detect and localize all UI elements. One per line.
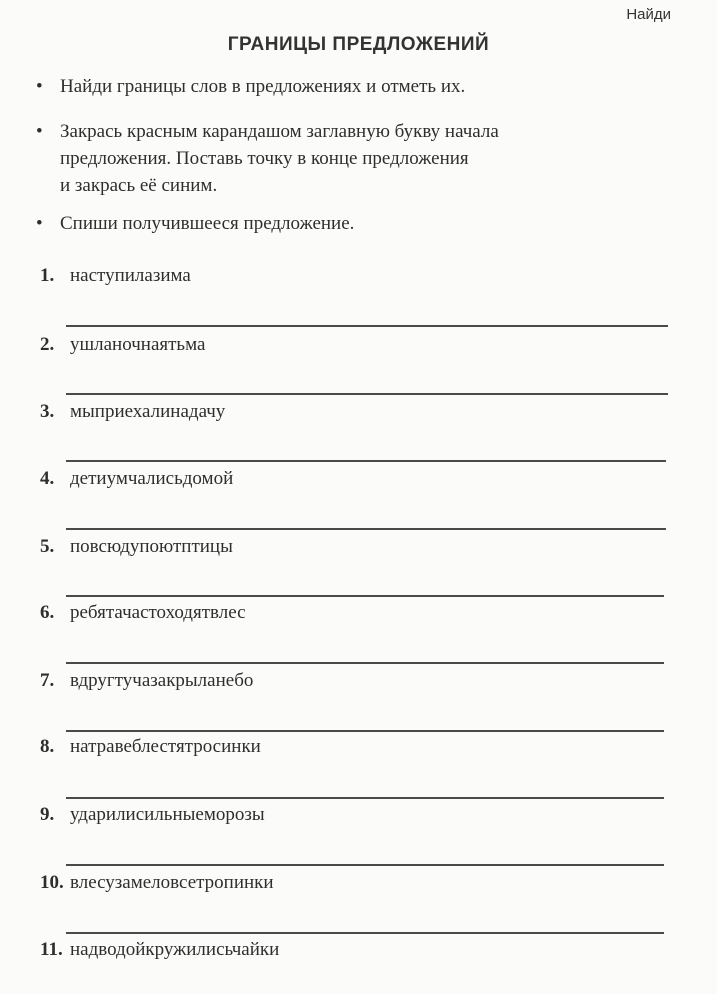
answer-line[interactable] (66, 460, 666, 462)
task-number: 6. (40, 602, 55, 623)
task-number: 4. (40, 468, 55, 489)
task-number: 5. (40, 536, 55, 557)
task-number: 1. (40, 265, 55, 286)
task-item (40, 468, 233, 490)
task-text: мыприехалинадачу (70, 401, 226, 422)
task-item (40, 804, 265, 826)
task-number: 8. (40, 736, 55, 757)
page-title: ГРАНИЦЫ ПРЕДЛОЖЕНИЙ (227, 34, 490, 55)
answer-line[interactable] (66, 662, 664, 664)
answer-line[interactable] (66, 393, 668, 395)
task-item (40, 736, 261, 758)
instruction-text: Спиши получившееся предложение. (60, 213, 355, 234)
task-text: ребятачастоходятвлес (70, 602, 246, 623)
task-number: 2. (40, 334, 55, 355)
instruction-text-line: предложения. Поставь точку в конце предложения (60, 148, 469, 169)
task-number: 7. (40, 670, 55, 691)
task-item (40, 536, 233, 558)
bullet: • (36, 121, 43, 142)
instruction-1 (36, 73, 636, 100)
answer-line[interactable] (66, 932, 664, 934)
corner-label: Найди (626, 6, 671, 23)
task-item (40, 872, 274, 894)
task-item (40, 265, 191, 287)
answer-line[interactable] (66, 730, 664, 732)
task-text: влесузамеловсетропинки (70, 872, 274, 893)
instruction-2 (36, 118, 636, 199)
task-number: 10. (40, 872, 64, 893)
task-item (40, 334, 205, 356)
task-text: детиумчалисьдомой (70, 468, 234, 489)
task-text: надводойкружилисьчайки (70, 939, 280, 960)
instruction-text-line: и закрась её синим. (60, 175, 218, 196)
task-item (40, 602, 246, 624)
task-text: наступилазима (70, 265, 191, 286)
task-text: повсюдупоютптицы (70, 536, 233, 557)
task-item (40, 670, 253, 692)
instruction-text: Найди границы слов в предложениях и отметь их. (60, 76, 466, 97)
answer-line[interactable] (66, 797, 664, 799)
task-text: вдругтучазакрыланебо (70, 670, 254, 691)
answer-line[interactable] (66, 325, 668, 327)
task-text: ударилисильныеморозы (70, 804, 265, 825)
answer-line[interactable] (66, 528, 666, 530)
task-number: 9. (40, 804, 55, 825)
task-text: натравеблестятросинки (70, 736, 261, 757)
task-item (40, 939, 279, 961)
answer-line[interactable] (66, 864, 664, 866)
bullet: • (36, 213, 43, 234)
bullet: • (36, 76, 43, 97)
task-number: 3. (40, 401, 55, 422)
instruction-text-line: Закрась красным карандашом заглавную букву начала (60, 121, 499, 142)
task-text: ушланочнаятьма (70, 334, 206, 355)
task-number: 11. (40, 939, 63, 960)
task-item (40, 401, 225, 423)
instruction-3 (36, 210, 636, 237)
answer-line[interactable] (66, 595, 664, 597)
